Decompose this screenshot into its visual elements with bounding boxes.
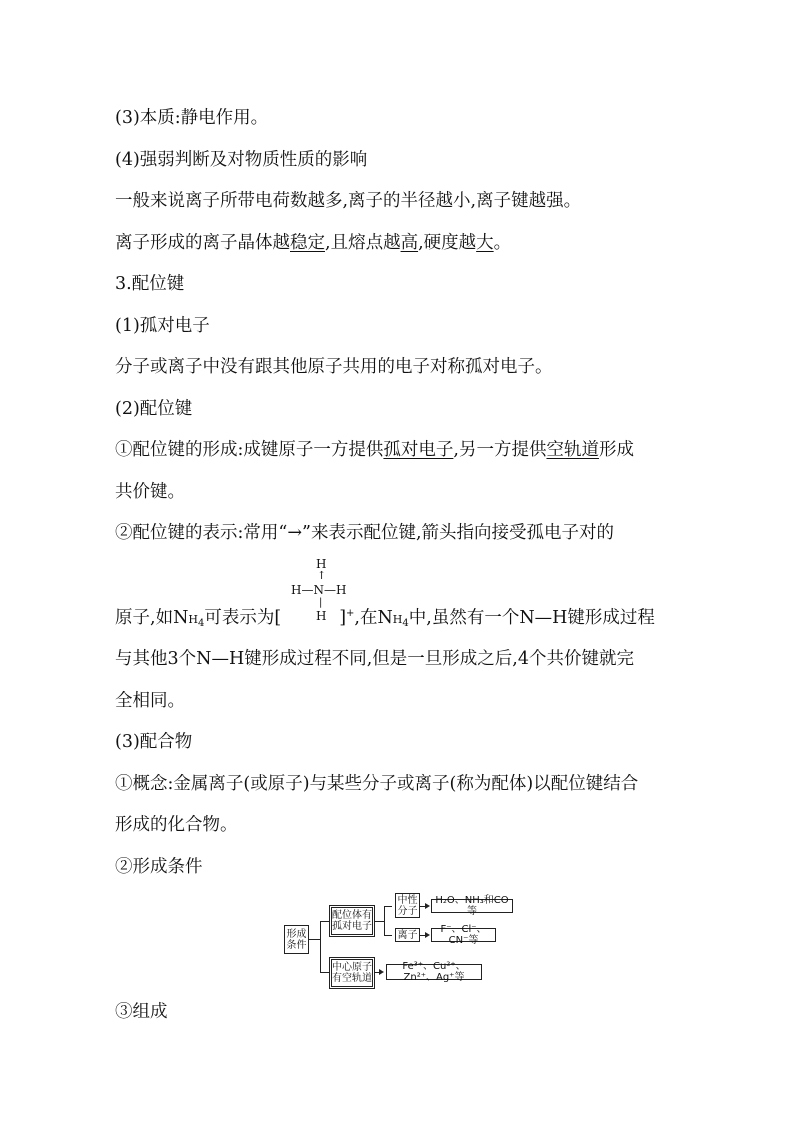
diagram-ion: 离子 [395,928,420,942]
connector [384,906,392,907]
diagram-ligand: 配位体有孤对电子 [331,907,373,935]
superscript: + [346,608,355,619]
text-line: ②配位键的表示:常用“→”来表示配位键,箭头指向接受孤电子对的 [115,523,615,543]
text-line: 形成的化合物。 [115,815,238,835]
text-line: (4)强弱判断及对物质性质的影响 [115,150,368,170]
section-heading: 3.配位键 [115,274,185,294]
coordinate-arrow-icon: ↑ [317,569,327,582]
text-span: ①配位键的形成:成键原子一方提供 [115,440,384,460]
diagram-neutral-examples: H₂O、NH₃和CO等 [431,899,513,913]
subscript: 4 [402,618,409,629]
text-span: 中,虽然有一个N—H键形成过程 [408,608,655,628]
diagram-neutral: 中性分子 [395,893,420,918]
text-span: 原子,如N [115,608,189,628]
text-line: (1)孤对电子 [115,316,210,336]
answer-blank: 大 [476,233,494,253]
diagram-root: 形成条件 [284,925,309,954]
text-line: 一般来说离子所带电荷数越多,离子的半径越小,离子键越强。 [115,191,582,211]
diagram-center-examples: Fe³⁺、Cu²⁺、Zn²⁺、Ag⁺等 [386,964,482,980]
structure-h-bottom: H [316,609,327,623]
arrow-icon [425,903,430,909]
arrow-icon [379,969,384,975]
answer-blank: 空轨道 [546,440,599,460]
subscript: 4 [197,618,205,629]
text-line: ②形成条件 [115,857,203,877]
answer-blank: 稳定 [290,233,325,253]
text-line [115,603,655,635]
text-span: 。 [493,233,512,253]
text-span: ,在N [354,608,393,628]
text-line: 全相同。 [115,691,185,711]
connector [384,906,385,936]
text-span: 可表示为[ [204,608,282,628]
text-span: H [392,613,403,626]
text-span: ] [339,608,347,628]
text-span: ,另一方提供 [453,440,547,460]
text-line: (3)本质:静电作用。 [115,108,269,128]
text-span: 形成 [598,440,634,460]
connector [384,935,392,936]
arrow-icon [425,932,430,938]
text-span: ,且熔点越 [325,233,401,253]
answer-blank: 孤对电子 [383,440,454,460]
text-line: 分子或离子中没有跟其他原子共用的电子对称孤对电子。 [115,357,553,377]
text-span: ,硬度越 [418,233,477,253]
structure-h-top: H [316,557,327,571]
connector [320,921,330,922]
connector [374,921,384,922]
text-line: ③组成 [115,1002,168,1022]
text-line: (3)配合物 [115,732,193,752]
connector [320,921,321,973]
text-span: H [188,613,198,626]
text-line [115,232,511,254]
diagram-center: 中心原子有空轨道 [331,959,373,987]
answer-blank: 高 [400,233,419,253]
text-line: ①概念:金属离子(或原子)与某些分子或离子(称为配体)以配位键结合 [115,774,639,794]
text-line: 与其他3个N—H键形成过程不同,但是一旦形成之后,4个共价键就完 [115,649,634,669]
structure-middle: H—N—H [291,583,347,597]
structure-bar: | [319,597,323,608]
diagram-ion-examples: F⁻、Cl⁻、CN⁻等 [431,928,496,942]
text-line: (2)配位键 [115,399,193,419]
text-span: 离子形成的离子晶体越 [115,233,290,253]
connector [309,939,320,940]
text-line [115,439,634,461]
connector [320,972,330,973]
text-line: 共价键。 [115,482,185,502]
